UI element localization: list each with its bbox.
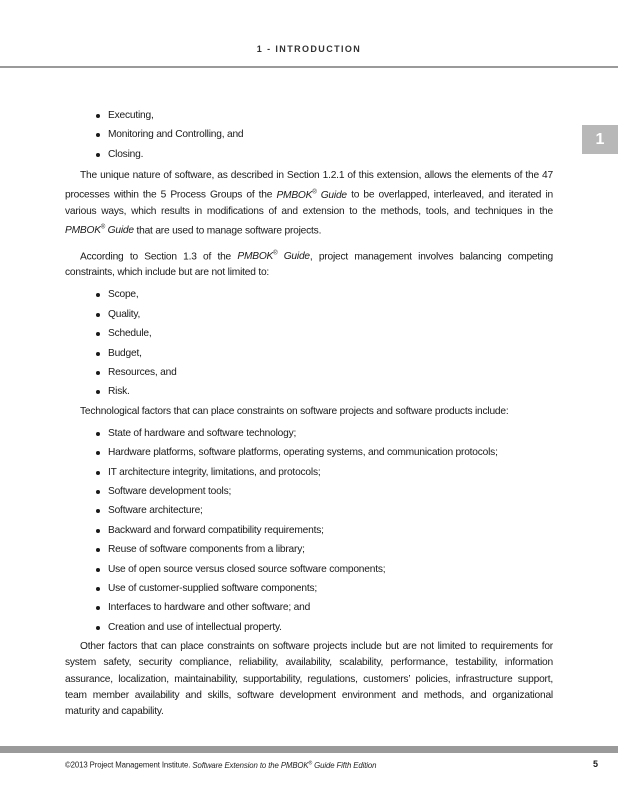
list-item: Software architecture; bbox=[65, 503, 553, 519]
page-header bbox=[0, 0, 618, 68]
list-item: Reuse of software components from a library; bbox=[65, 542, 553, 558]
running-head: 1 - INTRODUCTION bbox=[256, 44, 362, 54]
list-item: Quality, bbox=[65, 307, 553, 323]
chapter-tab: 1 bbox=[582, 125, 618, 154]
list-item: Scope, bbox=[65, 287, 553, 303]
footer-copyright: ©2013 Project Management Institute. Software Extension to the PMBOK® Guide Fifth Edition bbox=[65, 760, 377, 770]
paragraph-competing-constraints: According to Section 1.3 of the PMBOK® Guide, project management involves balancing competing constraints, which include but are not limited to: bbox=[65, 250, 553, 279]
bullet-list-technological-factors bbox=[65, 426, 553, 636]
footer-bar bbox=[0, 746, 618, 753]
list-item: Budget, bbox=[65, 346, 553, 362]
paragraph-technological-factors: Technological factors that can place constraints on software projects and software products include: bbox=[80, 405, 509, 417]
body-text bbox=[65, 108, 553, 726]
bullet-list-constraints bbox=[65, 287, 553, 400]
list-item: Use of customer-supplied software components; bbox=[65, 581, 553, 597]
list-item: IT architecture integrity, limitations, and protocols; bbox=[65, 465, 553, 481]
list-item: Resources, and bbox=[65, 365, 553, 381]
list-item: Closing. bbox=[65, 147, 553, 163]
list-item: Backward and forward compatibility requirements; bbox=[65, 523, 553, 539]
list-item: Software development tools; bbox=[65, 484, 553, 500]
paragraph-software-nature: The unique nature of software, as described in Section 1.2.1 of this extension, allows the elements of the 47 processes within the 5 Process Groups of the PMBOK® Guide to be overlapped, interleaved, and iterated in various ways, which results in modifications of and extension to the methods, tools, and techniques in the PMBOK® Guide that are used to manage software projects. bbox=[65, 169, 553, 237]
list-item: Use of open source versus closed source software components; bbox=[65, 562, 553, 578]
list-item: Hardware platforms, software platforms, operating systems, and communication protocols; bbox=[65, 445, 553, 461]
list-item: Executing, bbox=[65, 108, 553, 124]
list-item: Risk. bbox=[65, 384, 553, 400]
list-item: Monitoring and Controlling, and bbox=[65, 127, 553, 143]
paragraph-other-factors: Other factors that can place constraints on software projects include but are not limited to requirements for system safety, security compliance, reliability, availability, scalability, performance, testability, information assurance, localization, maintainability, supportability, regulations, customers’ policies, infrastructure support, team member availability and skills, software development environment and methods, and organizational maturity and capability. bbox=[65, 641, 553, 718]
list-item: Schedule, bbox=[65, 326, 553, 342]
list-item: State of hardware and software technology; bbox=[65, 426, 553, 442]
page-number: 5 bbox=[593, 759, 599, 769]
list-item: Interfaces to hardware and other software; and bbox=[65, 600, 553, 616]
bullet-list-process-groups bbox=[65, 108, 553, 163]
list-item: Creation and use of intellectual property. bbox=[65, 620, 553, 636]
